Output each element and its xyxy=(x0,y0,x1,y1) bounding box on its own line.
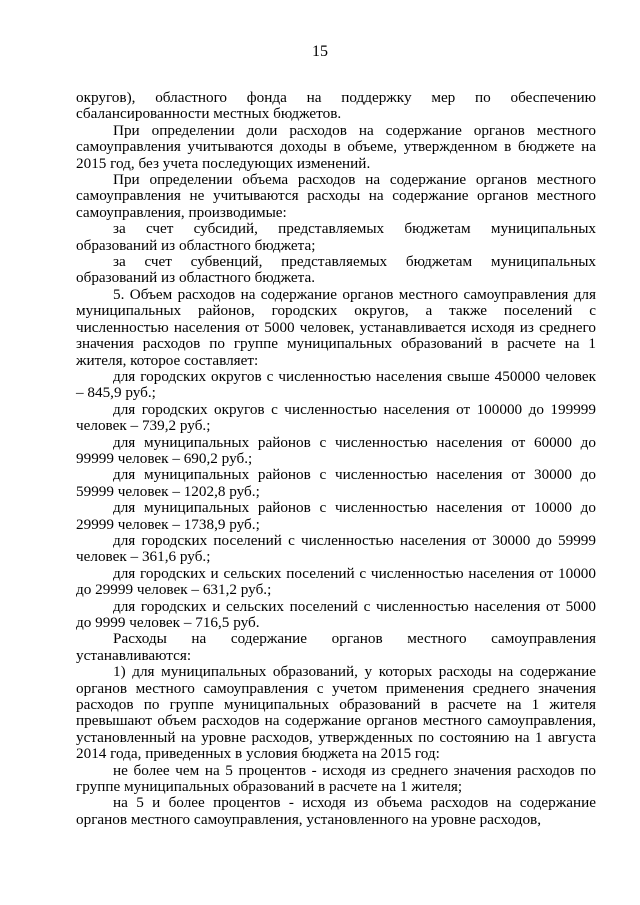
list-item: для городских округов с численностью населения от 100000 до 199999 человек – 739,2 руб.; xyxy=(76,400,596,435)
list-item: для городских и сельских поселений с численностью населения от 5000 до 9999 человек – 716,5 руб. xyxy=(76,597,596,631)
list-item: на 5 и более процентов - исходя из объема расходов на содержание органов местного самоуправления, установленного на уровне расходов, xyxy=(76,794,596,828)
list-item: не более чем на 5 процентов - исходя из среднего значения расходов по группе муниципальных образований в расчете на 1 жителя; xyxy=(76,761,596,796)
list-item: для муниципальных районов с численностью населения от 10000 до 29999 человек – 1738,9 руб.; xyxy=(76,499,596,533)
paragraph: При определении объема расходов на содержание органов местного самоуправления не учитываются расходы на содержание органов местного самоуправления, производимые: xyxy=(76,171,596,221)
numbered-paragraph: 5. Объем расходов на содержание органов местного самоуправления для муниципальных районов, городских округов, а также поселений с численностью населения от 5000 человек, устанавливается исходя из среднего значения расходов по группе муниципальных образований в расчете на 1 жителя, которое составляет: xyxy=(76,285,596,369)
list-item: за счет субсидий, представляемых бюджетам муниципальных образований из областного бюджета; xyxy=(76,220,596,254)
list-item: за счет субвенций, представляемых бюджетам муниципальных образований из областного бюджета. xyxy=(76,253,596,287)
paragraph: округов), областного фонда на поддержку мер по обеспечению сбалансированности местных бюджетов. xyxy=(76,89,596,123)
list-item: для муниципальных районов с численностью населения от 60000 до 99999 человек – 690,2 руб.; xyxy=(76,433,596,467)
numbered-paragraph: 1) для муниципальных образований, у которых расходы на содержание органов местного самоуправления с учетом применения среднего значения расходов по группе муниципальных образований в расчете на 1 жителя превышают объем расходов на содержание органов местного самоуправления, установленный на уровне расходов, утвержденных по состоянию на 1 августа 2014 года, приведенных в условия бюджета на 2015 год: xyxy=(76,663,596,763)
list-item: для городских поселений с численностью населения от 30000 до 59999 человек – 361,6 руб.; xyxy=(76,531,596,566)
list-item: для муниципальных районов с численностью населения от 30000 до 59999 человек – 1202,8 руб.; xyxy=(76,466,596,500)
paragraph: При определении доли расходов на содержание органов местного самоуправления учитываются доходы в объеме, утвержденном в бюджете на 2015 год, без учета последующих изменений. xyxy=(76,121,596,172)
list-item: для городских округов с численностью населения свыше 450000 человек – 845,9 руб.; xyxy=(76,367,596,402)
page-number: 15 xyxy=(312,43,328,60)
list-item: для городских и сельских поселений с численностью населения от 10000 до 29999 человек – 631,2 руб.; xyxy=(76,564,596,599)
paragraph: Расходы на содержание органов местного самоуправления устанавливаются: xyxy=(76,630,596,664)
document-body xyxy=(76,90,596,828)
